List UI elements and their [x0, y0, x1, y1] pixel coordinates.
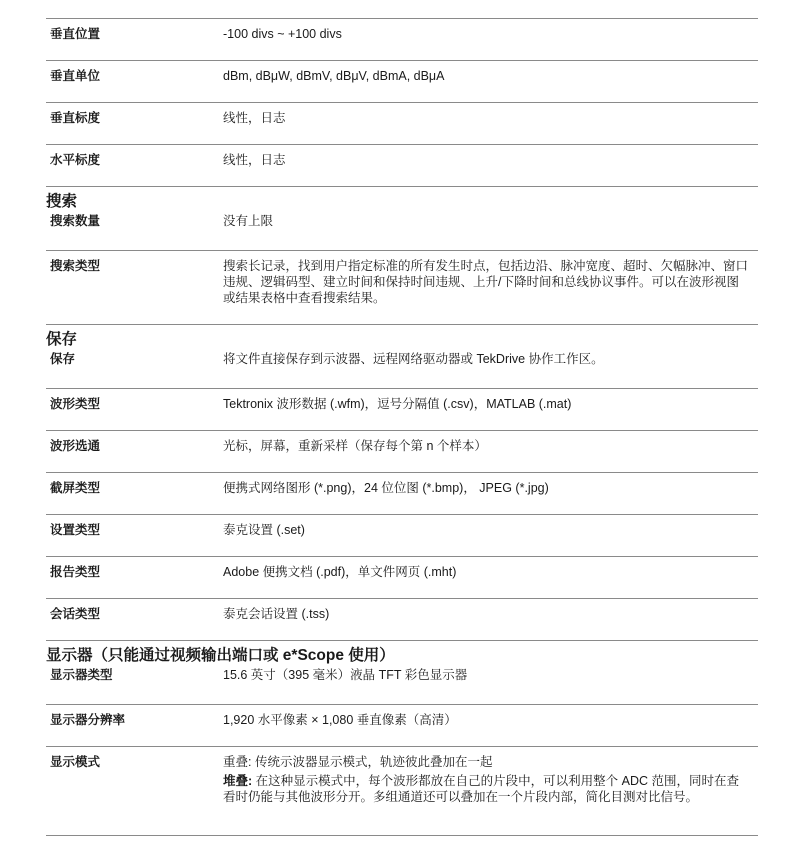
row-label: 搜索类型 — [50, 259, 101, 273]
section-title-search: 搜索 — [46, 186, 758, 210]
spec-row-report-type — [46, 556, 758, 598]
row-label: 保存 — [50, 352, 76, 366]
overlay-mode-description — [223, 754, 750, 770]
spec-row-search-count — [46, 210, 758, 250]
row-label: 报告类型 — [50, 565, 101, 579]
spec-row-screenshot-type — [46, 472, 758, 514]
stack-mode-description — [223, 773, 750, 805]
spec-sheet — [46, 18, 758, 836]
spec-row-vertical-scale — [46, 102, 758, 144]
row-value — [223, 754, 758, 835]
row-value: 搜索长记录，找到用户指定标准的所有发生时点，包括边沿、脉冲宽度、超时、欠幅脉冲、窗口违规、逻辑码型、建立时间和保持时间违规、上升/下降时间和总线协议事件。可以在波形视图或结果表格中查看搜索结果。 — [223, 259, 749, 305]
spec-row-session-type — [46, 598, 758, 640]
row-value: 线性，日志 — [223, 111, 286, 125]
section-title-display: 显示器（只能通过视频输出端口或 e*Scope 使用） — [46, 640, 758, 664]
row-label: 设置类型 — [50, 523, 101, 537]
row-label: 波形选通 — [50, 439, 101, 453]
row-value: 光标，屏幕，重新采样（保存每个第 n 个样本） — [223, 439, 487, 453]
spec-row-save — [46, 348, 758, 388]
spec-row-horizontal-scale — [46, 144, 758, 186]
spec-row-waveform-type — [46, 388, 758, 430]
row-label: 截屏类型 — [50, 481, 101, 495]
spec-row-vertical-position — [46, 18, 758, 60]
row-value: dBm, dBμW, dBmV, dBμV, dBmA, dBμA — [223, 69, 445, 83]
spec-row-display-type — [46, 664, 758, 704]
row-label: 垂直标度 — [50, 111, 101, 125]
row-value: Adobe 便携文档 (.pdf)，单文件网页 (.mht) — [223, 565, 457, 579]
spec-row-display-resolution — [46, 704, 758, 746]
row-label: 显示模式 — [50, 755, 101, 769]
row-label: 显示器类型 — [50, 668, 113, 682]
row-label: 会话类型 — [50, 607, 101, 621]
section-title-save: 保存 — [46, 324, 758, 348]
spec-row-setup-type — [46, 514, 758, 556]
row-value: 没有上限 — [223, 214, 274, 228]
row-value: 泰克设置 (.set) — [223, 523, 305, 537]
overlay-mode-term: 重叠: — [223, 755, 252, 769]
row-label: 搜索数量 — [50, 214, 101, 228]
row-label: 显示器分辨率 — [50, 713, 126, 727]
row-label: 波形类型 — [50, 397, 101, 411]
row-value: 便携式网络图形 (*.png)，24 位位图 (*.bmp)， JPEG (*.jpg) — [223, 481, 549, 495]
spec-row-display-mode — [46, 746, 758, 836]
row-value: Tektronix 波形数据 (.wfm)，逗号分隔值 (.csv)，MATLAB (.mat) — [223, 397, 572, 411]
overlay-mode-text: 传统示波器显示模式，轨迹彼此叠加在一起 — [251, 755, 493, 769]
row-label: 垂直单位 — [50, 69, 101, 83]
stack-mode-text: 在这种显示模式中，每个波形都放在自己的片段中，可以利用整个 ADC 范围，同时在查看时仍能与其他波形分开。多组通道还可以叠加在一个片段内部，简化目测对比信号。 — [223, 774, 739, 804]
row-value: 1,920 水平像素 × 1,080 垂直像素（高清） — [223, 713, 457, 727]
stack-mode-term: 堆叠: — [223, 774, 253, 788]
spec-row-vertical-units — [46, 60, 758, 102]
row-value: 15.6 英寸（395 毫米）液晶 TFT 彩色显示器 — [223, 668, 468, 682]
row-value: 泰克会话设置 (.tss) — [223, 607, 330, 621]
spec-row-waveform-gating — [46, 430, 758, 472]
row-value: 线性，日志 — [223, 153, 286, 167]
row-label: 水平标度 — [50, 153, 101, 167]
spec-row-search-type — [46, 250, 758, 324]
row-value: -100 divs ~ +100 divs — [223, 27, 342, 41]
row-label: 垂直位置 — [50, 27, 101, 41]
row-value: 将文件直接保存到示波器、远程网络驱动器或 TekDrive 协作工作区。 — [223, 352, 604, 366]
